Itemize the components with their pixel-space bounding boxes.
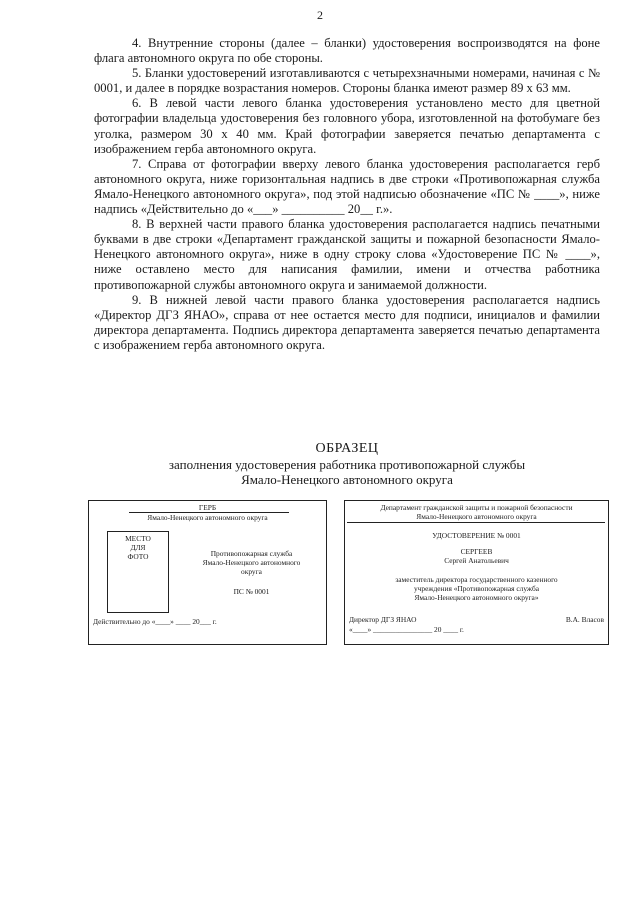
paragraph-8: 8. В верхней части правого бланка удостоверения располагается надпись печатными буквами в две строки «Департамент гражданской защиты и пожарной безопасности Ямало-Ненецкого автономного округа», ниже в одну строку слова «Удостоверение ПС № ____», ниже оставлено место для написания фамилии, имени и отчества работника противопожарной службы автономного округа и занимаемой должности. [94, 217, 600, 292]
card-number: ПС № 0001 [233, 587, 270, 596]
photo-label-1: МЕСТО [125, 534, 151, 543]
service-line-1: Противопожарная служба [210, 549, 293, 558]
body-text [94, 36, 600, 353]
paragraph-4: 4. Внутренние стороны (далее – бланки) удостоверения воспроизводятся на фоне флага автономного округа по обе стороны. [94, 36, 600, 66]
coat-of-arms-label: ГЕРБ [198, 503, 217, 512]
paragraph-5: 5. Бланки удостоверений изготавливаются с четырехзначными номерами, начиная с № 0001, и далее в порядке возрастания номеров. Стороны бланка имеют размер 89 х 63 мм. [94, 66, 600, 96]
position-line-3: Ямало-Ненецкого автономного округа» [414, 593, 539, 602]
paragraph-6: 6. В левой части левого бланка удостоверения установлено место для цветной фотографии владельца удостоверения без головного убора, изготовленной на фотобумаге без уголка, размером 30 х 40 мм. Край фотографии заверяется печатью департамента с изображением герба автономного округа. [94, 96, 600, 156]
service-line-3: округа [241, 567, 262, 576]
position-line-1: заместитель директора государственного казенного [395, 575, 558, 584]
director-label: Директор ДГЗ ЯНАО [349, 615, 417, 624]
photo-label-2: ДЛЯ [130, 543, 146, 552]
sample-heading [94, 440, 600, 487]
service-line-2: Ямало-Ненецкого автономного [202, 558, 301, 567]
photo-placeholder [107, 531, 169, 613]
left-region: Ямало-Ненецкого автономного округа [147, 513, 268, 522]
left-card [88, 500, 327, 645]
department-line-2: Ямало-Ненецкого автономного округа [416, 512, 537, 521]
department-line-1: Департамент гражданской защиты и пожарной безопасности [380, 503, 573, 512]
position-line-2: учреждения «Противопожарная служба [414, 584, 539, 593]
signature-date: «____» ________________ 20 ____ г. [349, 625, 464, 634]
page-number: 2 [317, 8, 323, 22]
paragraph-7: 7. Справа от фотографии вверху левого бланка удостоверения располагается герб автономного округа, ниже горизонтальная надпись в две строки «Противопожарная служба Ямало-Ненецкого автономного округа», под этой надписью обозначение «ПС № ____», ниже надпись «Действительно до «___» __________ 20__ г.». [94, 156, 600, 217]
right-card [344, 500, 609, 645]
director-name: В.А. Власов [565, 615, 604, 624]
paragraph-9: 9. В нижней левой части правого бланка удостоверения располагается надпись «Директор ДГЗ ЯНАО», справа от нее остается место для подписи, инициалов и фамилии директора департамента. Подпись директора департамента заверяется печатью департамента с изображением герба автономного округа. [94, 292, 600, 352]
photo-label-3: ФОТО [127, 552, 149, 561]
sample-title: ОБРАЗЕЦ [315, 441, 379, 456]
holder-surname: СЕРГЕЕВ [460, 547, 493, 556]
header-divider [347, 522, 605, 523]
valid-until: Действительно до «____» ____ 20___ г. [93, 617, 217, 626]
sample-subtitle-line1: заполнения удостоверения работника противопожарной службы [168, 457, 526, 472]
sample-subtitle-line2: Ямало-Ненецкого автономного округа [241, 472, 453, 487]
holder-name: Сергей Анатольевич [444, 556, 509, 565]
certificate-number: УДОСТОВЕРЕНИЕ № 0001 [432, 531, 521, 540]
